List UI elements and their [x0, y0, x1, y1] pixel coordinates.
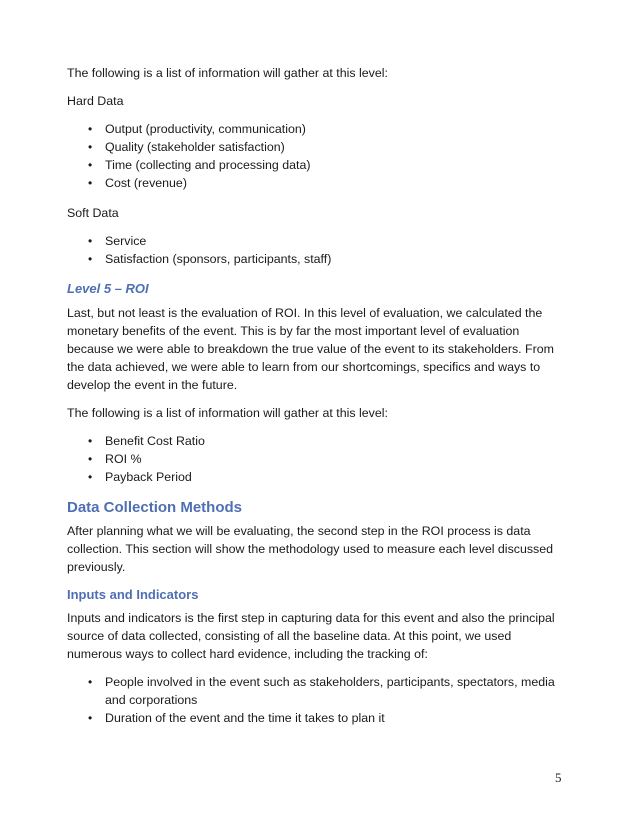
list-item: [67, 468, 567, 486]
list-item: [67, 709, 567, 727]
bullet-icon: •: [88, 122, 93, 136]
list-item-text: ROI %: [105, 452, 142, 466]
soft-data-label: Soft Data: [67, 206, 119, 220]
level5-heading: Level 5 – ROI: [67, 281, 149, 296]
list-item: [67, 232, 567, 250]
level5-list: [67, 432, 567, 486]
page-content: [67, 64, 567, 739]
list-item: [67, 120, 567, 138]
bullet-icon: •: [88, 470, 93, 484]
soft-data-list: [67, 232, 567, 268]
list-item: [67, 673, 567, 709]
list-item-text: Time (collecting and processing data): [105, 158, 311, 172]
list-item-text: Quality (stakeholder satisfaction): [105, 140, 285, 154]
intro-paragraph: The following is a list of information will gather at this level:: [67, 66, 388, 80]
list-item-text: Satisfaction (sponsors, participants, staff): [105, 252, 332, 266]
data-collection-heading: Data Collection Methods: [67, 499, 243, 516]
hard-data-list: [67, 120, 567, 192]
list-item-text: Payback Period: [105, 470, 192, 484]
inputs-paragraph: Inputs and indicators is the first step in capturing data for this event and also the principal source of data collected, consisting of all the baseline data. At this point, we used numerous ways to collect hard evidence, including the tracking of:: [67, 611, 555, 661]
level5-intro: The following is a list of information will gather at this level:: [67, 406, 388, 420]
list-item: [67, 250, 567, 268]
bullet-icon: •: [88, 140, 93, 154]
bullet-icon: •: [88, 675, 93, 689]
list-item-text: People involved in the event such as stakeholders, participants, spectators, media and corporations: [105, 675, 555, 707]
bullet-icon: •: [88, 452, 93, 466]
list-item: [67, 432, 567, 450]
bullet-icon: •: [88, 158, 93, 172]
bullet-icon: •: [88, 176, 93, 190]
list-item-text: Output (productivity, communication): [105, 122, 306, 136]
bullet-icon: •: [88, 252, 93, 266]
list-item-text: Duration of the event and the time it takes to plan it: [105, 711, 385, 725]
inputs-heading: Inputs and Indicators: [67, 587, 199, 602]
bullet-icon: •: [88, 711, 93, 725]
list-item: [67, 174, 567, 192]
hard-data-label: Hard Data: [67, 94, 124, 108]
bullet-icon: •: [88, 434, 93, 448]
list-item: [67, 156, 567, 174]
list-item-text: Service: [105, 234, 147, 248]
bullet-icon: •: [88, 234, 93, 248]
level5-paragraph: Last, but not least is the evaluation of ROI. In this level of evaluation, we calculated the monetary benefits of the event. This is by far the most important level of evaluation because we were able to breakdown the true value of the event to its stakeholders. From the data achieved, we were able to learn from our shortcomings, specifics and ways to develop the event in the future.: [67, 306, 554, 392]
list-item-text: Benefit Cost Ratio: [105, 434, 205, 448]
list-item: [67, 450, 567, 468]
list-item-text: Cost (revenue): [105, 176, 187, 190]
list-item: [67, 138, 567, 156]
page-number: 5: [555, 770, 562, 785]
data-collection-paragraph: After planning what we will be evaluating, the second step in the ROI process is data collection. This section will show the methodology used to measure each level discussed previously.: [67, 524, 554, 574]
inputs-list: [67, 673, 567, 727]
